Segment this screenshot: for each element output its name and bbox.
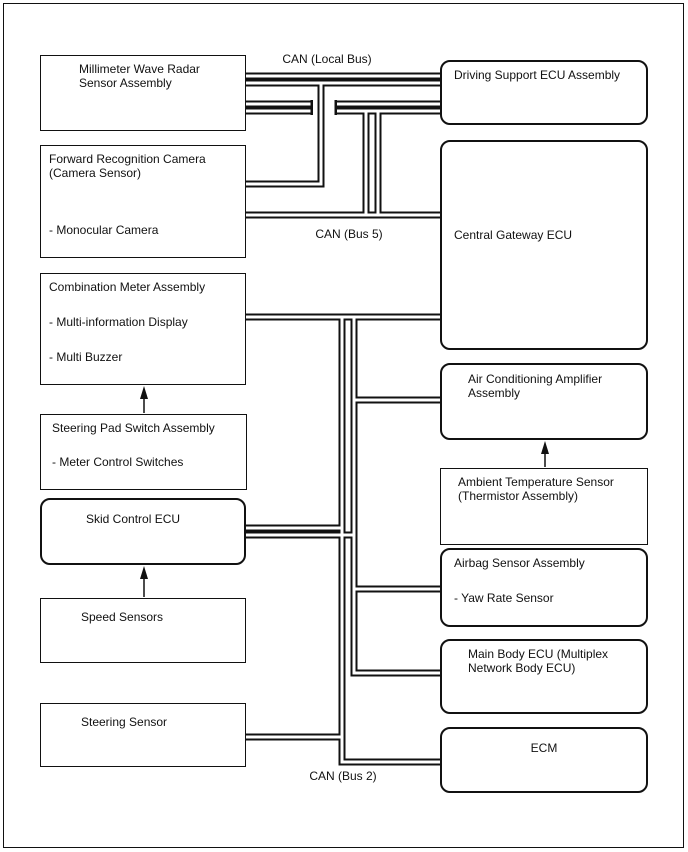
box-label: Forward Recognition Camera [49, 152, 206, 166]
box-label: Sensor Assembly [79, 76, 172, 90]
box-subitem: - Meter Control Switches [52, 455, 184, 469]
box-speed-sensors [40, 598, 246, 663]
box-label: Main Body ECU (Multiplex [468, 647, 609, 661]
box-label: Speed Sensors [81, 610, 164, 624]
arrow-ambient-to-ac [541, 441, 549, 467]
box-label: (Thermistor Assembly) [458, 489, 579, 503]
box-skid-control-ecu [40, 498, 246, 565]
box-label: Skid Control ECU [86, 512, 181, 526]
box-label: Airbag Sensor Assembly [454, 556, 585, 570]
box-driving-support-ecu [440, 60, 648, 125]
bus-label-can-bus2: CAN (Bus 2) [309, 769, 377, 783]
box-ac-amplifier [440, 363, 648, 440]
box-steering-pad-switch [40, 414, 247, 490]
box-subitem: - Monocular Camera [49, 223, 159, 237]
box-label: ECM [530, 741, 558, 755]
box-subitem: - Multi Buzzer [49, 350, 123, 364]
box-airbag-sensor [440, 548, 648, 627]
box-subitem: - Multi-information Display [49, 315, 188, 329]
box-millimeter-wave-radar [40, 55, 246, 131]
box-combination-meter [40, 273, 246, 385]
box-forward-recognition-camera [40, 145, 246, 258]
box-label: Steering Sensor [81, 715, 168, 729]
box-ambient-temperature-sensor [440, 468, 648, 545]
box-label: Ambient Temperature Sensor [458, 475, 614, 489]
box-subitem: - Yaw Rate Sensor [454, 591, 554, 605]
box-central-gateway-ecu [440, 140, 648, 350]
box-main-body-ecu [440, 639, 648, 714]
bus-label-can-bus5: CAN (Bus 5) [315, 227, 383, 241]
box-label: Millimeter Wave Radar [79, 62, 200, 76]
box-label: Network Body ECU) [468, 661, 576, 675]
box-label: Driving Support ECU Assembly [454, 68, 621, 82]
box-label: (Camera Sensor) [49, 166, 142, 180]
box-label: Central Gateway ECU [454, 228, 573, 242]
box-label: Assembly [468, 386, 521, 400]
bus-label-can-local: CAN (Local Bus) [282, 52, 372, 66]
box-label: Combination Meter Assembly [49, 280, 206, 294]
bus-traces-core [246, 76, 440, 762]
arrow-steering-pad-to-meter [140, 386, 148, 413]
box-label: Steering Pad Switch Assembly [52, 421, 215, 435]
arrow-speed-to-skid [140, 566, 148, 597]
box-steering-sensor [40, 703, 246, 767]
box-ecm [440, 727, 648, 793]
box-label: Air Conditioning Amplifier [468, 372, 603, 386]
